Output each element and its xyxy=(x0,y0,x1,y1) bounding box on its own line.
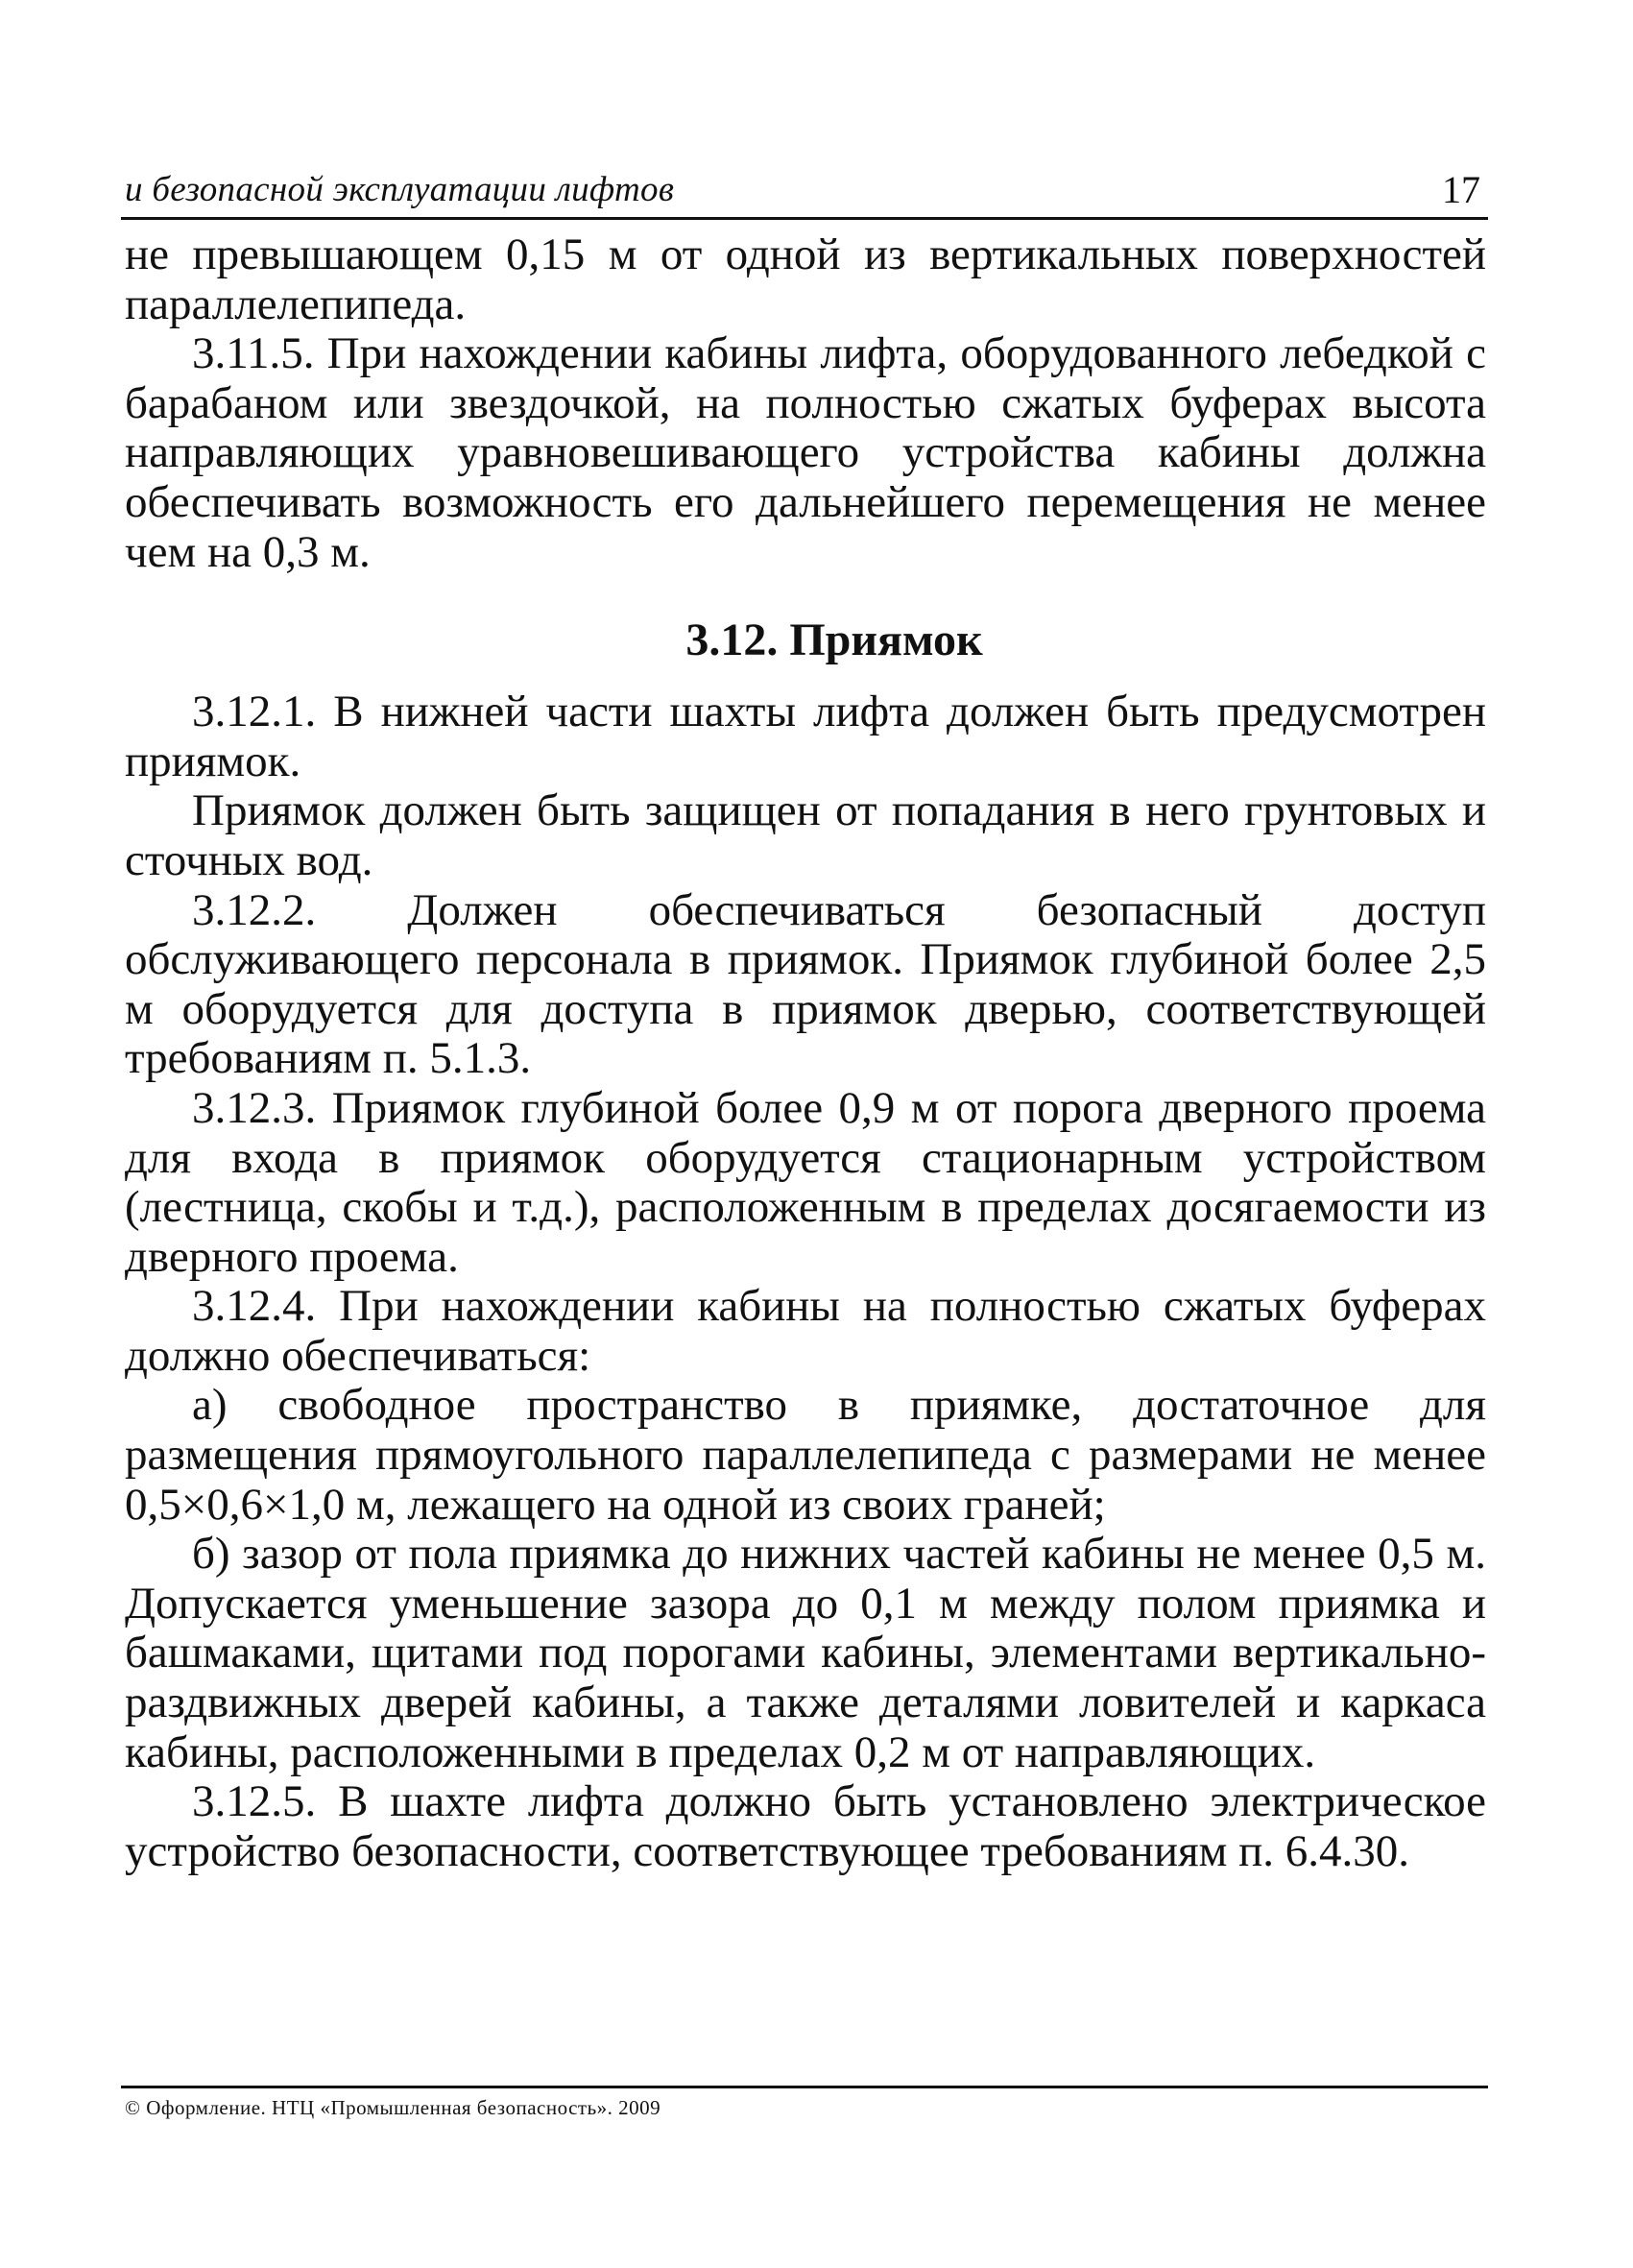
paragraph-continuation: не превышающем 0,15 м от одной из вертикальных поверхностей параллелепипеда. xyxy=(125,229,1486,329)
footer-rule xyxy=(121,2086,1488,2088)
header-rule xyxy=(121,217,1488,220)
paragraph-3-12-5: 3.12.5. В шахте лифта должно быть установлено электрическое устройство безопасности, соответствующее требованиям п. 6.4.30. xyxy=(125,1776,1486,1876)
page-number: 17 xyxy=(1442,168,1480,211)
paragraph-3-12-2: 3.12.2. Должен обеспечиваться безопасный доступ обслуживающего персонала в приямок. Приямок глубиной более 2,5 м оборудуется для доступа в приямок дверью, соответствующей требованиям п. 5.1.3. xyxy=(125,884,1486,1084)
paragraph-3-11-5: 3.11.5. При нахождении кабины лифта, оборудованного лебедкой с барабаном или звездочкой, на полностью сжатых буферах высота направляющих уравновешивающего устройства кабины должна обеспечивать возможность его дальнейшего перемещения не менее чем на 0,3 м. xyxy=(125,328,1486,577)
running-header xyxy=(121,165,1488,223)
paragraph-3-12-4: 3.12.4. При нахождении кабины на полностью сжатых буферах должно обеспечиваться: xyxy=(125,1281,1486,1381)
section-heading: 3.12. Приямок xyxy=(685,615,983,666)
list-item-a: а) свободное пространство в приямке, достаточное для размещения прямоугольного параллелепипеда с размерами не менее 0,5×0,6×1,0 м, лежащего на одной из своих граней; xyxy=(125,1380,1486,1530)
list-item-b: б) зазор от пола приямка до нижних частей кабины не менее 0,5 м. Допускается уменьшение зазора до 0,1 м между полом приямка и башмаками, щитами под порогами кабины, элементами вертикально-раздвижных дверей кабины, а также деталями ловителей и каркаса кабины, расположенными в пределах 0,2 м от направляющих. xyxy=(125,1529,1486,1777)
paragraph-3-12-3: 3.12.3. Приямок глубиной более 0,9 м от порога дверного проема для входа в приямок оборудуется стационарным устройством (лестница, скобы и т.д.), расположенным в пределах досягаемости из дверного проема. xyxy=(125,1082,1486,1282)
paragraph-3-12-1-pit-protection: Приямок должен быть защищен от попадания в него грунтовых и сточных вод. xyxy=(125,785,1486,885)
page-body xyxy=(125,230,1486,1876)
running-header-title: и безопасной эксплуатации лифтов xyxy=(125,170,675,209)
page-footer xyxy=(121,2086,1488,2120)
copyright-notice: © Оформление. НТЦ «Промышленная безопасность». 2009 xyxy=(125,2096,661,2119)
paragraph-3-12-1: 3.12.1. В нижней части шахты лифта должен быть предусмотрен приямок. xyxy=(125,687,1486,786)
